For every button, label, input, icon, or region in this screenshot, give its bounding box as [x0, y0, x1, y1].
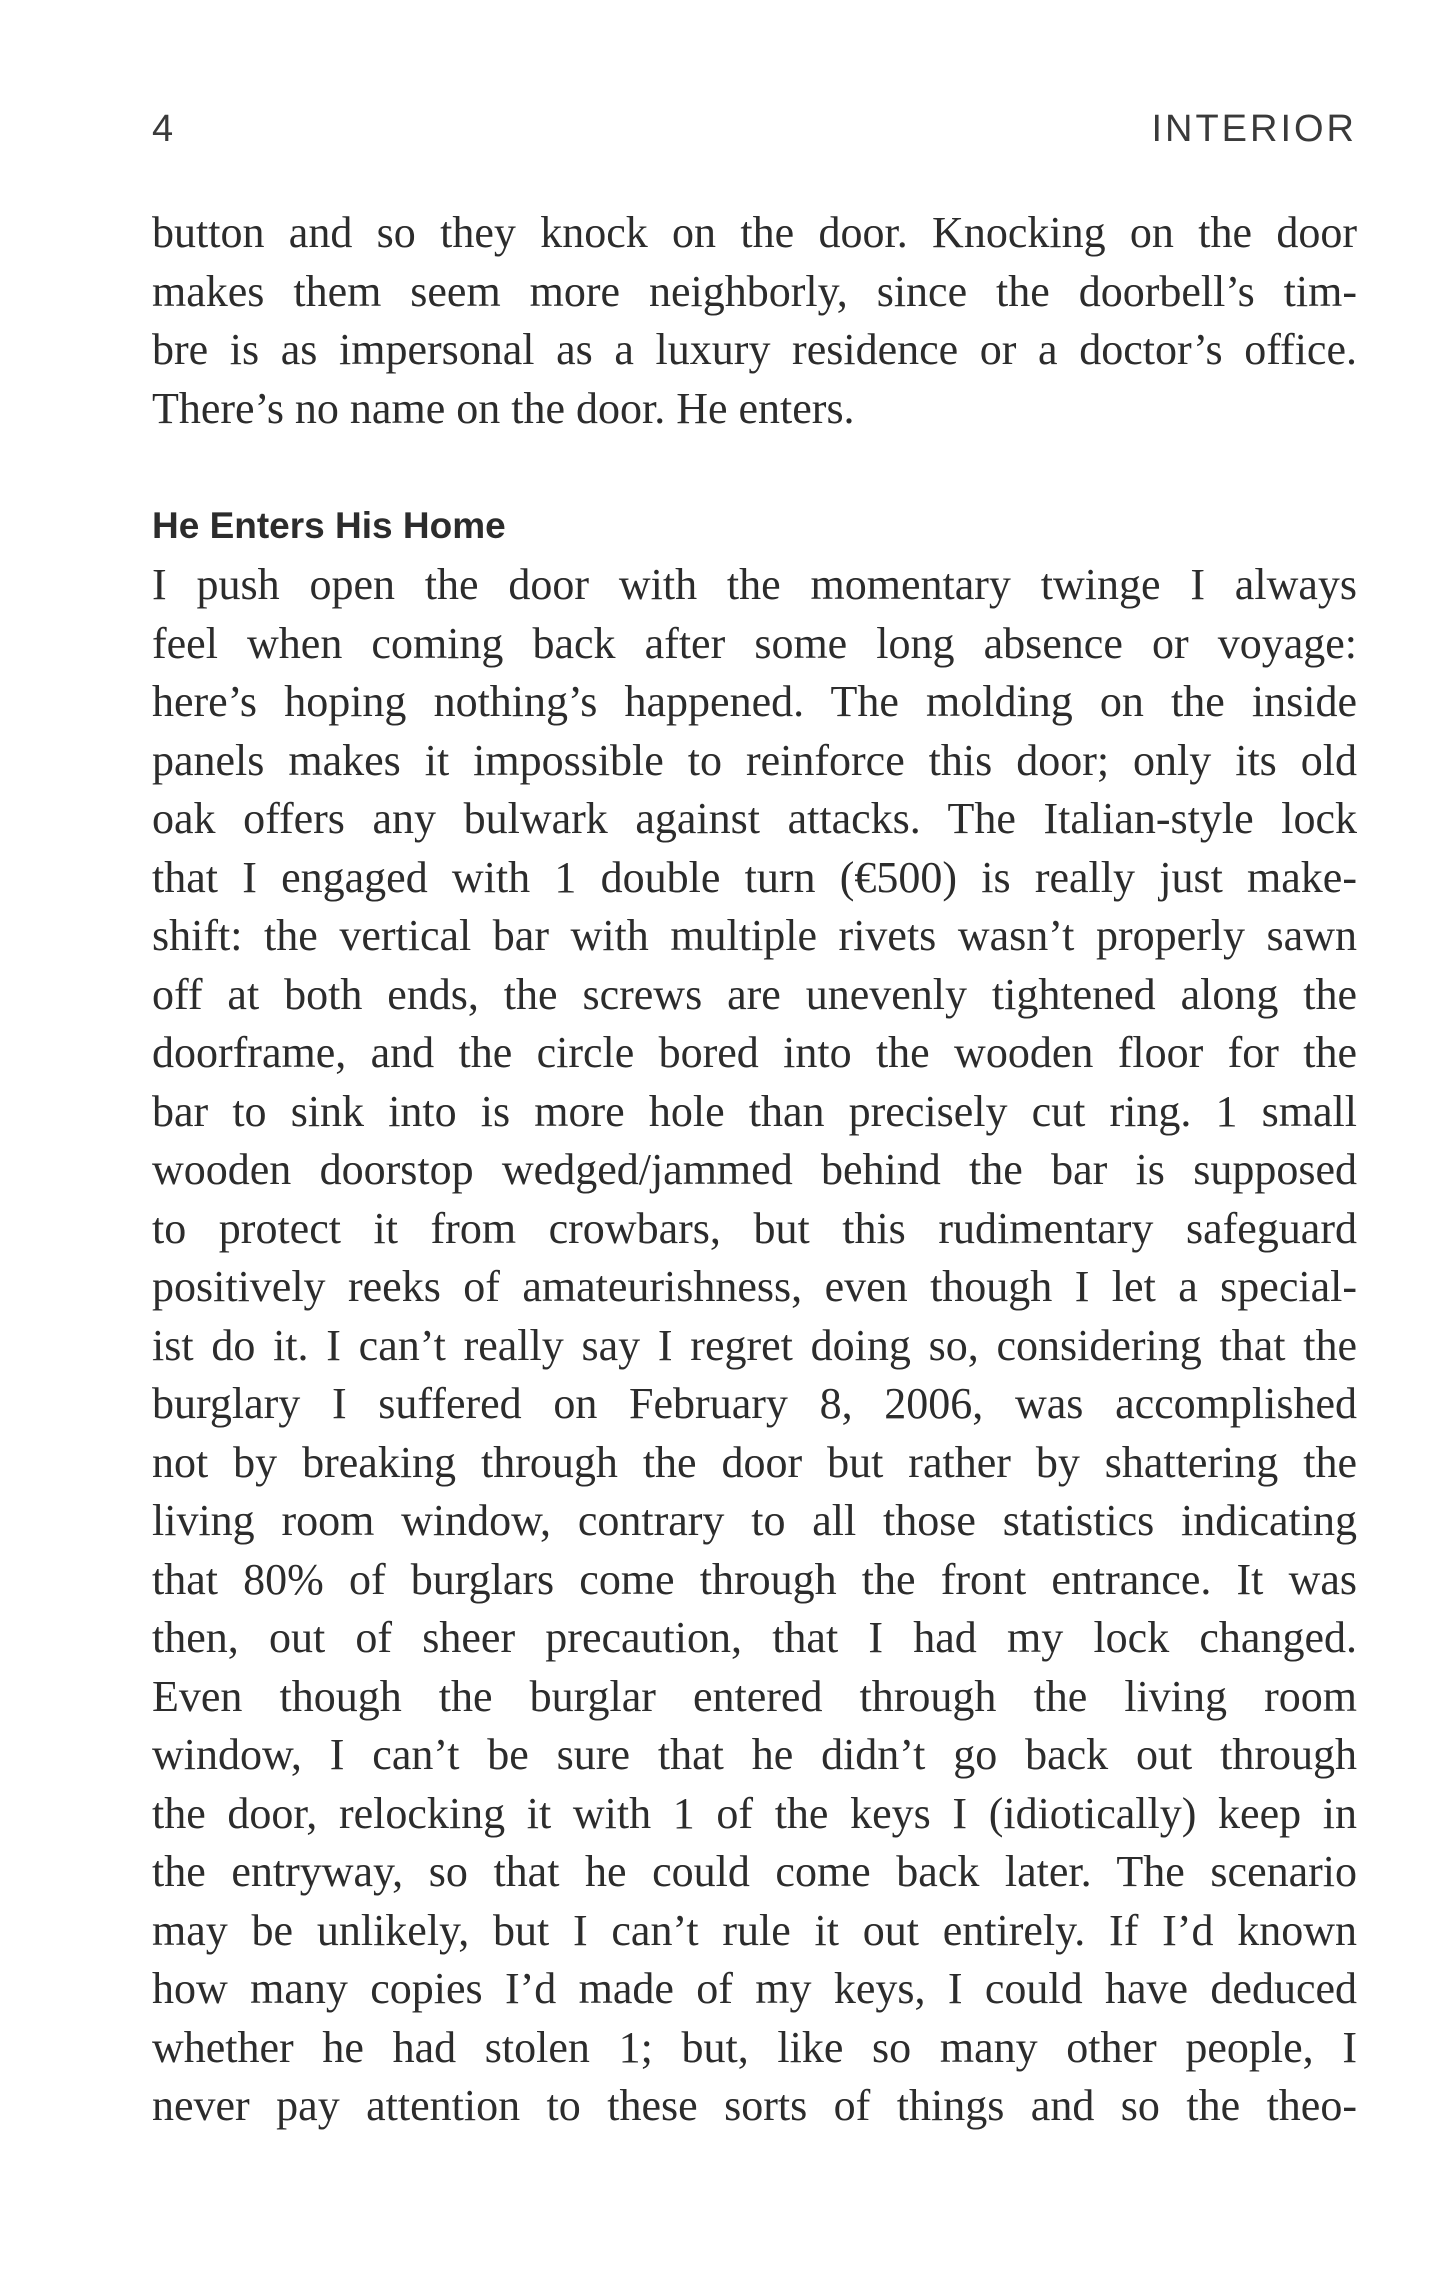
text-line: panels makes it impossible to reinforce this door; only its old [152, 735, 1357, 785]
text-line: here’s hoping nothing’s happened. The molding on the inside [152, 677, 1357, 726]
text-line: There’s no name on the door. He enters. [152, 383, 855, 433]
text-line: living room window, contrary to all those statistics indicating [152, 1496, 1357, 1545]
text-line: bar to sink into is more hole than precisely cut ring. 1 small [152, 1086, 1357, 1136]
paragraph-2 [152, 556, 1357, 2136]
text-line: the entryway, so that he could come back later. The scenario [152, 1847, 1357, 1896]
text-line: never pay attention to these sorts of things and so the theo- [152, 2081, 1357, 2130]
text-line: how many copies I’d made of my keys, I could have deduced [152, 1964, 1357, 2013]
text-line: doorframe, and the circle bored into the wooden floor for the [152, 1028, 1357, 1077]
text-line: button and so they knock on the door. Knocking on the door [152, 208, 1357, 257]
text-line: positively reeks of amateurishness, even though I let a special- [152, 1262, 1357, 1311]
text-line: then, out of sheer precaution, that I had my lock changed. [152, 1613, 1357, 1662]
text-line: ist do it. I can’t really say I regret doing so, considering that the [152, 1320, 1357, 1370]
paragraph-1 [152, 204, 1357, 438]
text-line: not by breaking through the door but rather by shattering the [152, 1437, 1357, 1487]
text-line: that 80% of burglars come through the front entrance. It was [152, 1554, 1357, 1604]
section-subheading: He Enters His Home [152, 505, 506, 546]
text-line: oak offers any bulwark against attacks. The Italian-style lock [152, 794, 1357, 843]
text-line: may be unlikely, but I can’t rule it out entirely. If I’d known [152, 1905, 1357, 1955]
text-line: to protect it from crowbars, but this rudimentary safeguard [152, 1203, 1357, 1253]
text-line: the door, relocking it with 1 of the keys I (idiotically) keep in [152, 1788, 1357, 1838]
text-line: shift: the vertical bar with multiple rivets wasn’t properly sawn [152, 911, 1357, 960]
text-line: bre is as impersonal as a luxury residence or a doctor’s office. [152, 325, 1357, 374]
text-line: Even though the burglar entered through the living room [152, 1671, 1357, 1721]
text-line: burglary I suffered on February 8, 2006, was accomplished [152, 1379, 1357, 1428]
page-number: 4 [152, 108, 175, 150]
section-title: INTERIOR [1151, 108, 1357, 150]
text-line: feel when coming back after some long absence or voyage: [152, 618, 1357, 668]
text-line: I push open the door with the momentary twinge I always [152, 560, 1357, 609]
text-line: makes them seem more neighborly, since the doorbell’s tim- [152, 266, 1357, 316]
text-line: wooden doorstop wedged/jammed behind the bar is supposed [152, 1145, 1357, 1194]
running-head [152, 108, 1357, 158]
text-line: off at both ends, the screws are unevenly tightened along the [152, 969, 1357, 1019]
text-line: window, I can’t be sure that he didn’t go back out through [152, 1730, 1357, 1779]
text-line: that I engaged with 1 double turn (€500) is really just make- [152, 852, 1357, 902]
text-line: whether he had stolen 1; but, like so many other people, I [152, 2022, 1357, 2072]
